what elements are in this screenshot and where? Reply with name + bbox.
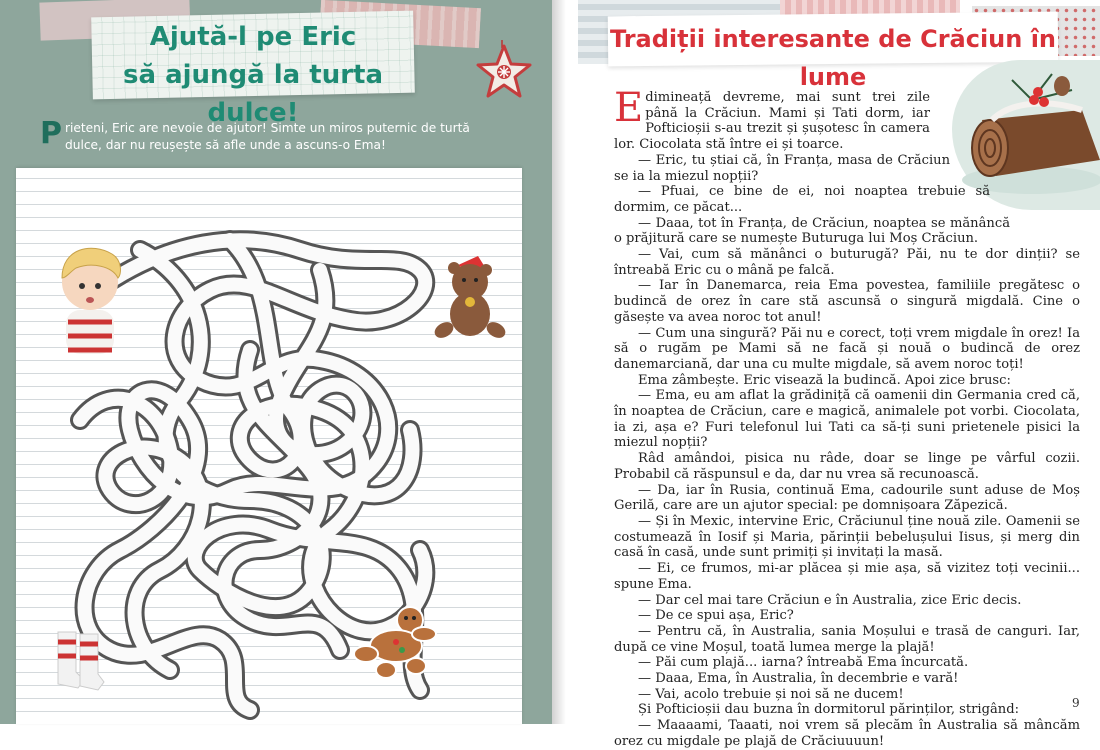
- eric-character-icon: [52, 238, 128, 354]
- story-paragraph: — Eric, tu știai că, în Franța, masa de Crăciun se ia la miezul nopții?: [614, 152, 950, 184]
- title-line-2: să ajungă la turta dulce!: [123, 60, 383, 128]
- page-number: 9: [1072, 696, 1080, 710]
- story-paragraph: — Ema, eu am aflat la grădiniță că oamenii din Germania cred că, în noaptea de Crăciun, care e magică, animalele pot vorbi. Ciocolata, ia zi, așa e? Furi telefonul lui Tati ca să-ți suni prietenele pisici la miezul nopții?: [614, 388, 1080, 451]
- story-paragraph: — Da, iar în Rusia, continuă Ema, cadourile sunt aduse de Moș Gerilă, care are un ajutor special: pe domnișoara Zăpezică.: [614, 482, 1080, 514]
- story-paragraph: — De ce spui așa, Eric?: [638, 608, 794, 624]
- story-narrow-block: [614, 85, 930, 153]
- story-text: [614, 85, 1080, 750]
- gingerbread-cookie-icon: [352, 604, 442, 680]
- title-line-1: Ajută-l pe Eric: [149, 22, 357, 52]
- left-page-title: [92, 18, 414, 132]
- story-paragraph: — Vai, acolo trebuie și noi să ne ducem!: [638, 686, 904, 702]
- story-paragraph: — Vai, cum să mănânci o buturugă? Păi, nu te dor dinții? se întreabă Eric cu o mână pe falcă.: [614, 247, 1080, 278]
- story-paragraph: — Și în Mexic, intervine Eric, Crăciunul ține nouă zile. Oamenii se costumează în Iosif și Maria, părinții bebelușului Iisus, și merg din casă în casă, unde sunt primiți și invitați la masă.: [614, 513, 1080, 561]
- story-paragraph: — Ei, ce frumos, mi-ar plăcea și mie așa, să vizitez toți vecinii... spune Ema.: [614, 561, 1080, 592]
- story-paragraph: — Cum una singură? Păi nu e corect, toți vrem migdale în orez! Ia să o rugăm pe Mami să ne facă și nouă o budincă de orez danemarciană, dar una cu multe migdale, să avem noroc toți!: [614, 325, 1080, 372]
- story-paragraph: Râd amândoi, pisica nu râde, doar se linge pe vârful cozii. Probabil că răspunsul e da, dar nu vrea să recunoască.: [614, 451, 1080, 482]
- story-paragraph: — Dar cel mai tare Crăciun e în Australia, zice Eric decis.: [638, 592, 1022, 608]
- story-paragraph: Ema zâmbește. Eric visează la budincă. Apoi zice brusc:: [638, 372, 1011, 388]
- story-paragraph: — Daaa, Ema, în Australia, în decembrie e vară!: [638, 671, 959, 687]
- story-paragraph: — Maaaami, Taaati, noi vrem să plecăm în Australia să mâncăm orez cu migdale pe plajă de Crăciuuuun!: [614, 718, 1080, 749]
- intro-text: [40, 116, 510, 154]
- intro-body: rieteni, Eric are nevoie de ajutor! Simte un miros puternic de turtă dulce, dar nu reușește să afle unde a ascuns-o Ema!: [65, 121, 470, 152]
- story-paragraph: — Daaa, tot în Franța, de Crăciun, noaptea se mănâncă o prăjitură care se numește Buturuga lui Moș Crăciun.: [614, 215, 1010, 247]
- intro-drop-cap: P: [40, 116, 62, 151]
- right-page: [552, 0, 1100, 749]
- story-drop-cap: E: [614, 85, 644, 131]
- right-page-title: Tradiții interesante de Crăciun în lume: [609, 25, 1057, 91]
- book-gutter: [552, 0, 566, 724]
- teddy-bear-icon: [430, 252, 514, 344]
- star-ornament-icon: [472, 40, 536, 104]
- story-paragraph: — Pfuai, ce bine de ei, noi noaptea trebuie să dormim, ce păcat...: [614, 184, 990, 215]
- story-paragraph: — Pentru că, în Australia, sania Moșului e trasă de canguri. Iar, după ce vine Moșul, toată lumea merge la plajă!: [614, 623, 1080, 655]
- story-paragraph: — Păi cum plajă... iarna? întreabă Ema încurcată.: [638, 655, 969, 671]
- story-paragraph: — Iar în Danemarca, reia Ema povestea, familiile pregătesc o budincă de orez în care stă ascunsă o singură migdală. Cine o găsește va avea noroc tot anul!: [614, 278, 1080, 325]
- socks-icon: [52, 628, 108, 692]
- left-page: [0, 0, 552, 724]
- story-paragraph: Și Pofticioșii dau buzna în dormitorul părinților, strigând:: [638, 702, 1020, 718]
- story-paragraph: Edimineață devreme, mai sunt trei zile până la Crăciun. Mami și Tati dorm, iar Pofticioșii s-au trezit și șușotesc în camera lor. Ciocolata stă între ei și toarce.: [614, 85, 930, 153]
